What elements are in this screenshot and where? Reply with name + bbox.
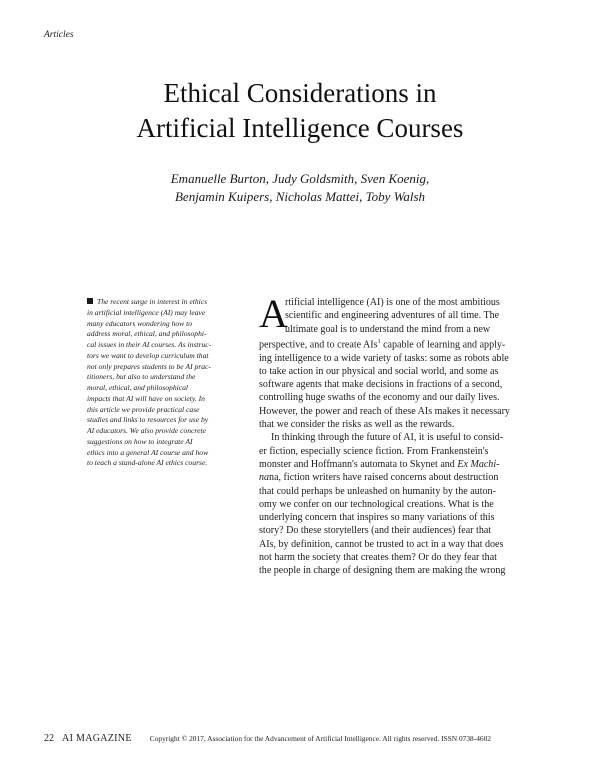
abstract-line: this article we provide practical case [87, 404, 200, 414]
abstract-line: not only prepares students to be AI prac- [87, 361, 211, 371]
body-line: er fiction, especially science fiction. From Frankenstein's [259, 445, 489, 457]
page-number: 22 [44, 733, 54, 744]
abstract-line: suggestions on how to integrate AI [87, 436, 193, 446]
body-line: to take action in our physical and social world, and some as [259, 365, 499, 377]
body-line: In thinking through the future of AI, it is useful to consid- [271, 432, 504, 444]
abstract-line: address moral, ethical, and philosophi- [87, 329, 207, 339]
body-line: that we consider the risks as well as the rewards. [259, 419, 455, 431]
body-line: software agents that make decisions in fractions of a second, [259, 379, 503, 391]
square-bullet-icon [87, 298, 93, 304]
authors-line-1: Emanuelle Burton, Judy Goldsmith, Sven Koenig, [170, 171, 430, 186]
article-body [259, 291, 515, 578]
body-line: nana, fiction writers have raised concerns about destruction [259, 472, 499, 484]
abstract-line: titioners, but also to understand the [87, 372, 196, 382]
abstract-line: to teach a stand-alone AI ethics course. [87, 458, 208, 468]
abstract-line: cal issues in their AI courses. As instruc- [87, 340, 212, 349]
title-line-2: Artificial Intelligence Courses [136, 113, 464, 143]
body-line: scientific and engineering adventures of all time. The [285, 310, 500, 322]
section-label: Articles [44, 30, 74, 40]
body-line: controlling huge swaths of the economy and our daily lives. [259, 392, 500, 404]
magazine-name: AI MAGAZINE [62, 733, 132, 744]
footnote-marker[interactable]: 1 [377, 338, 381, 345]
body-line: ing intelligence to a wide variety of tasks: some as robots able [259, 352, 509, 364]
body-line: omy we confer on our technological creations. What is the [259, 498, 494, 510]
drop-cap: A [259, 291, 288, 336]
body-line: the people in charge of designing them are making the wrong [259, 565, 506, 577]
abstract-line: AI educators. We also provide concrete [87, 426, 206, 435]
author-list [0, 170, 600, 206]
opening-paragraph [259, 291, 515, 336]
page-footer [44, 733, 564, 744]
article-title [0, 76, 600, 146]
body-line: However, the power and reach of these AIs makes it necessary [259, 405, 510, 417]
body-line: ultimate goal is to understand the mind from a new [285, 323, 491, 335]
abstract-line: tors we want to develop curriculum that [87, 350, 209, 360]
title-line-1: Ethical Considerations in [163, 78, 437, 108]
abstract [87, 297, 222, 469]
abstract-line: in artificial intelligence (AI) may leave [87, 307, 206, 317]
body-line: perspective, and to create AIs$^1$ capable of learning and apply- [259, 338, 506, 351]
abstract-line: studies and links to resources for use by [87, 415, 209, 425]
copyright-notice: Copyright © 2017, Association for the Advancement of Artificial Intelligence. All rights reserved. ISSN 0738-4602 [149, 734, 491, 743]
abstract-line: The recent surge in interest in ethics [87, 297, 222, 308]
abstract-line: impacts that AI will have on society. In [87, 393, 205, 403]
body-line: AIs, by definition, cannot be trusted to act in a way that does [259, 538, 504, 550]
abstract-line: many educators wondering how to [87, 318, 193, 328]
body-line: story? Do these storytellers (and their audiences) fear that [259, 525, 492, 537]
body-line: rtificial intelligence (AI) is one of the most ambitious [285, 297, 500, 308]
abstract-line: ethics into a general AI course and how [87, 447, 209, 457]
authors-line-2: Benjamin Kuipers, Nicholas Mattei, Toby Walsh [174, 189, 425, 204]
body-line: not harm the society that creates them? Or do they fear that [259, 551, 497, 563]
body-line: that could perhaps be unleashed on humanity by the auton- [259, 485, 496, 497]
body-line: monster and Hoffmann's automata to Skynet and Ex Machi- [259, 458, 500, 470]
abstract-line: moral, ethical, and philosophical [87, 383, 189, 392]
body-line: underlying concern that inspires so many variations of this [259, 512, 495, 524]
